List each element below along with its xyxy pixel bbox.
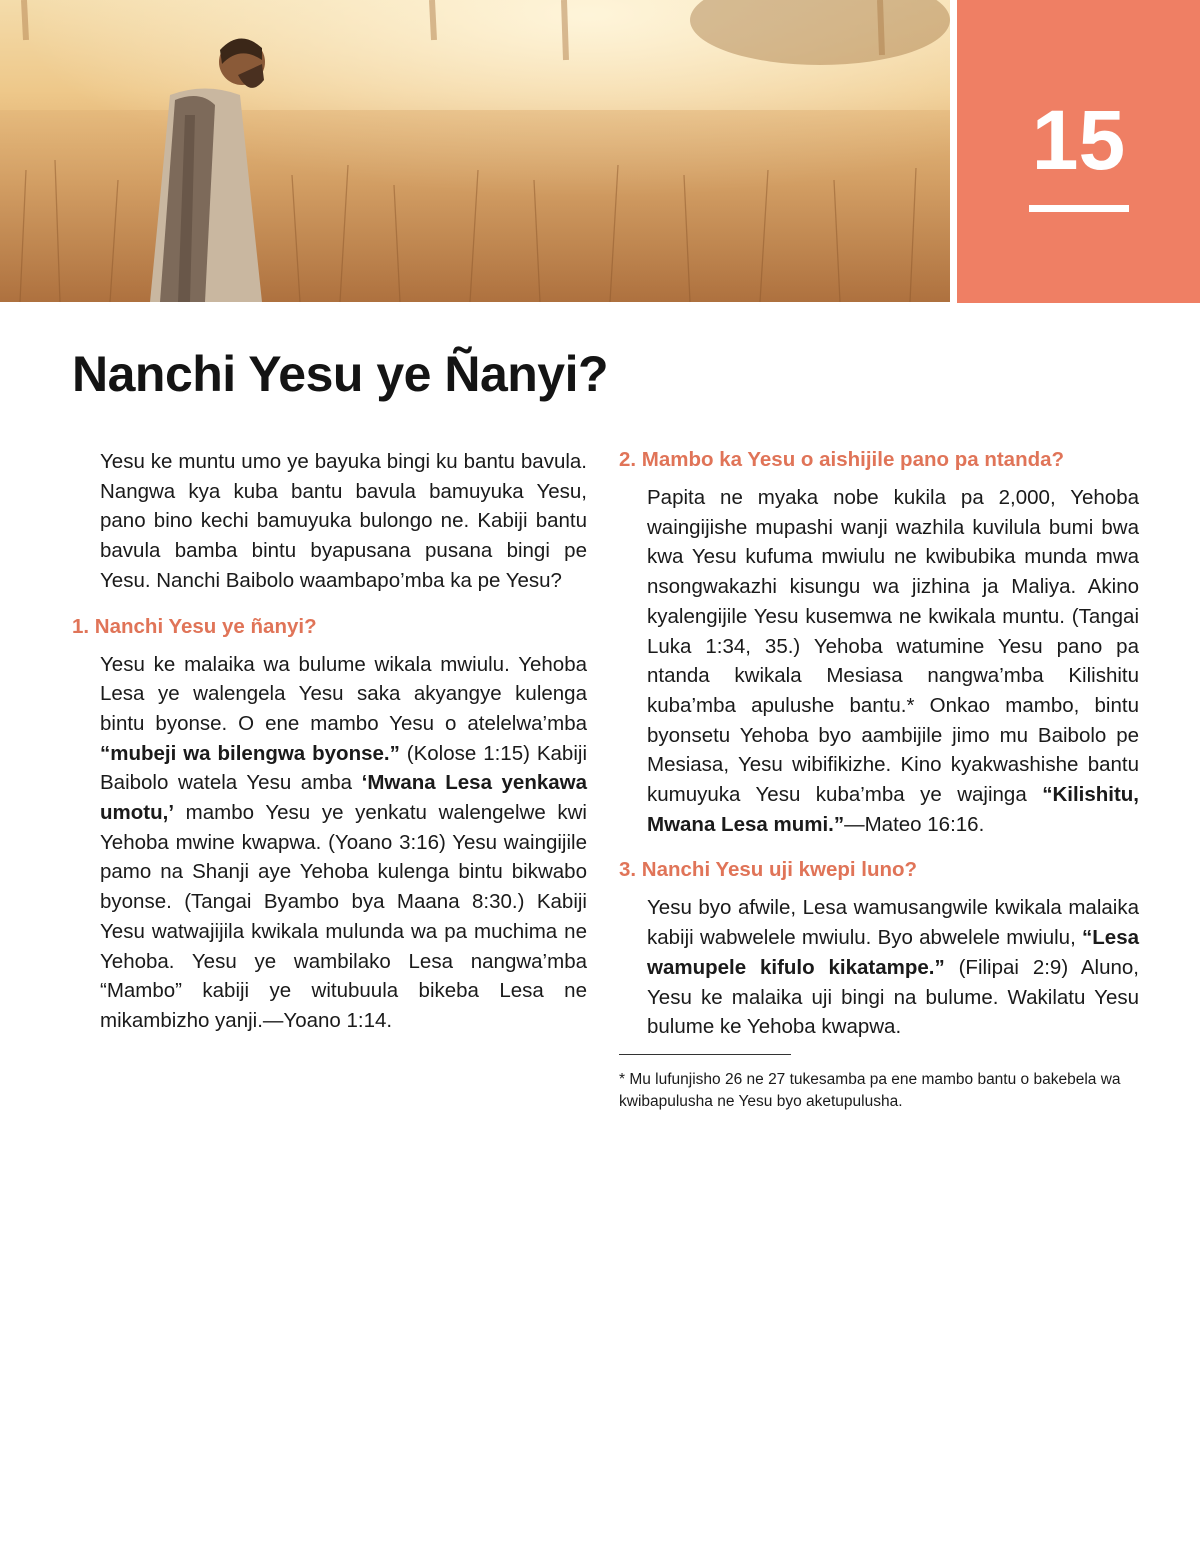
footnote: * Mu lufunjisho 26 ne 27 tukesamba pa ene mambo bantu o bakebela wa kwibapulusha ne Yesu byo aketupulusha. <box>619 1070 1121 1110</box>
bold-quote: “Kilishitu, Mwana Lesa mumi.” <box>647 783 1139 836</box>
bold-quote: “Lesa wamupele kifulo kikatampe.” <box>647 926 1139 979</box>
answer-text: Yesu ke malaika wa bulume wikala mwiulu. Yehoba Lesa ye walengela Yesu saka akyangye kulenga bintu byonse. O ene mambo Yesu o atelelwa’mba <box>100 652 587 735</box>
left-column <box>72 447 587 1048</box>
question-3-heading: 3. Nanchi Yesu uji kwepi luno? <box>619 858 918 882</box>
page-title: Nanchi Yesu ye Ñanyi? <box>72 346 609 402</box>
question-2-answer <box>647 483 1139 839</box>
answer-text: mambo Yesu ye yenkatu walengelwe kwi Yehoba mwine kwapwa. (Yoano 3:16) Yesu waingijile pamo na Shanji aye Yehoba kulenga bintu bikwabo byonse. (Tangai Byambo bya Maana 8:30.) Kabiji Yesu watwajijila kwikala mulunda wa pa muchima ne Yehoba. Yesu ye wambilako Lesa nangwa’mba “Mambo” kabiji ye witubuula bikeba Lesa ne mikambizho yanji.—Yoano 1:14. <box>100 801 587 1032</box>
question-1-answer <box>100 650 587 1036</box>
right-column <box>619 447 1139 1113</box>
bold-quote: ‘Mwana Lesa yenkawa umotu,’ <box>100 771 587 825</box>
answer-text: Yesu byo afwile, Lesa wamusangwile kwikala malaika kabiji wabwelele mwiulu. Byo abwelele mwiulu, <box>647 896 1139 950</box>
bold-quote: “mubeji wa bilengwa byonse.” <box>100 741 400 765</box>
answer-text: Papita ne myaka nobe kukila pa 2,000, Yehoba waingijishe mupashi wanji wazhila kuvilula bumi bwa kwa Yesu kufuma mwiulu ne kwibubika munda mwa nsongwakazhi kisungu wa jizhina ja Maliya. Akino kyalengijile Yesu kusemwa ne kwikala muntu. (Tangai Luka 1:34, 35.) Yehoba watumine Yesu pano pa ntanda kwikala Mesiasa nangwa’mba Kilishitu kuba’mba apulushe bantu.* Onkao mambo, bintu byonsetu Yehoba byo aambijile jimo mu Baibolo pe Mesiasa, Yesu wibifikizhe. Kino kyakwashishe bantu kumuyuka Yesu kuba’mba ye wajinga <box>647 486 1139 807</box>
lesson-number: 15 <box>1031 93 1126 187</box>
question-2-heading: 2. Mambo ka Yesu o aishijile pano pa ntanda? <box>619 448 1065 471</box>
answer-text: (Filipai 2:9) Aluno, Yesu ke malaika uji bingi na bulume. Wakilatu Yesu bulume ke Yehoba kwapwa. <box>647 955 1139 1039</box>
intro-paragraph: Yesu ke muntu umo ye bayuka bingi ku bantu bavula. Nangwa kya kuba bantu bavula bamuyuka Yesu, pano bino kechi bamuyuka bulongo ne. Kabiji bantu bavula bamba bintu byapusana pusana bingi pe Yesu. Nanchi Baibolo waambapo’mba ka pe Yesu? <box>100 450 587 592</box>
badge-underline <box>1029 205 1129 212</box>
footnote-divider <box>619 1054 791 1055</box>
answer-text: (Kolose 1:15) Kabiji Baibolo watela Yesu amba <box>100 741 587 795</box>
hero-photo <box>0 0 950 302</box>
field-illustration <box>0 0 950 302</box>
answer-text: —Mateo 16:16. <box>844 812 985 836</box>
lesson-number-badge <box>957 0 1200 303</box>
question-3-answer <box>647 893 1139 1042</box>
question-1-heading: 1. Nanchi Yesu ye ñanyi? <box>72 614 317 638</box>
